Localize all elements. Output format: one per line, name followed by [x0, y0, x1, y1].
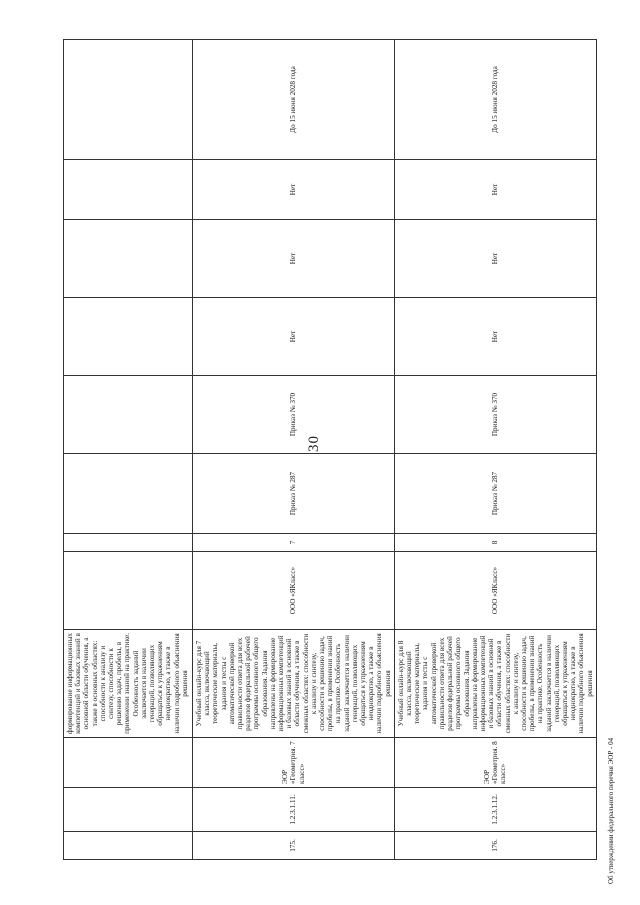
cell-org: ООО «ЯКласс» [193, 552, 395, 630]
cell-col11 [64, 160, 193, 220]
cell-grade: 7 [193, 534, 395, 552]
cell-col9: Нет [193, 298, 395, 376]
cell-code: 1.2.3.1.12. [394, 788, 596, 832]
cell-org: ООО «ЯКласс» [394, 552, 596, 630]
cell-name [64, 738, 193, 788]
cell-col9: Нет [394, 298, 596, 376]
registry-table-container [63, 40, 594, 860]
cell-name: ЭОР «Геометрия. 8 класс» [394, 738, 596, 788]
cell-col11: Нет [394, 160, 596, 220]
cell-order1 [64, 454, 193, 534]
cell-col11: Нет [193, 160, 395, 220]
cell-num: 176. [394, 832, 596, 860]
cell-order2: Приказ № 370 [394, 376, 596, 454]
page-number: 30 [306, 435, 322, 452]
cell-order1: Приказ № 287 [394, 454, 596, 534]
cell-description: формирование информационных компетенций и базовых знаний в основной области обучения, а также в основных областях: способности к анализу и синтезу, способности к решению задач, пробелы, в применении знаний на практике. Особенность заданий заключается в наличии генераций, позволяющих обращаться к упражнениям неоднократно, а также в наличии подробного объяснения решения [64, 630, 193, 738]
document-footer: Об утверждении федерального перечня ЭОР - 04 [607, 737, 615, 884]
cell-name: ЭОР «Геометрия. 7 класс» [193, 738, 395, 788]
registry-table [63, 39, 597, 860]
cell-col10: Нет [193, 220, 395, 298]
cell-grade [64, 534, 193, 552]
cell-deadline: До 15 июня 2028 года [394, 40, 596, 160]
cell-org [64, 552, 193, 630]
cell-order2 [64, 376, 193, 454]
cell-col10 [64, 220, 193, 298]
cell-col10: Нет [394, 220, 596, 298]
cell-num [64, 832, 193, 860]
table-row [394, 40, 596, 860]
cell-deadline: До 15 июня 2028 года [193, 40, 395, 160]
table-row-continuation [64, 40, 193, 860]
cell-description: Учебный онлайн-курс для 7 класса, включающий теоретические материалы, задания и тесты с автоматической проверкой правильности ответа для всех разделов федеральной рабочей программы основного общего образования. Задания направлены на формирование информационных компетенций и базовых знаний в основной области обучения, а также в смежных областях: способности к анализу и синтезу, способности к решению задач, пробелы, в применении знаний на практике. Особенность заданий заключается в наличии генераций, позволяющих обращаться к упражнениям неоднократно, а также в наличии подробного объяснения решения [193, 630, 395, 738]
cell-code [64, 788, 193, 832]
cell-grade: 8 [394, 534, 596, 552]
cell-col9 [64, 298, 193, 376]
cell-description: Учебный онлайн-курс для 8 класса, включающий теоретические материалы, задания и тесты с автоматической проверкой правильности ответа для всех разделов федеральной рабочей программы основного общего образования. Задания направлены на формирование информационных компетенций и базовых знаний в основной области обучения, а также в смежных областях: способности к анализу и синтезу, способности к решению задач, пробелы, в применении знаний на практике. Особенность заданий заключается в наличии генераций, позволяющих обращаться к упражнениям неоднократно, а также в наличии подробного объяснения решения [394, 630, 596, 738]
cell-order1: Приказ № 287 [193, 454, 395, 534]
table-row [193, 40, 395, 860]
cell-code: 1.2.3.1.11. [193, 788, 395, 832]
cell-num: 175. [193, 832, 395, 860]
cell-order2: Приказ № 370 [193, 376, 395, 454]
cell-deadline [64, 40, 193, 160]
